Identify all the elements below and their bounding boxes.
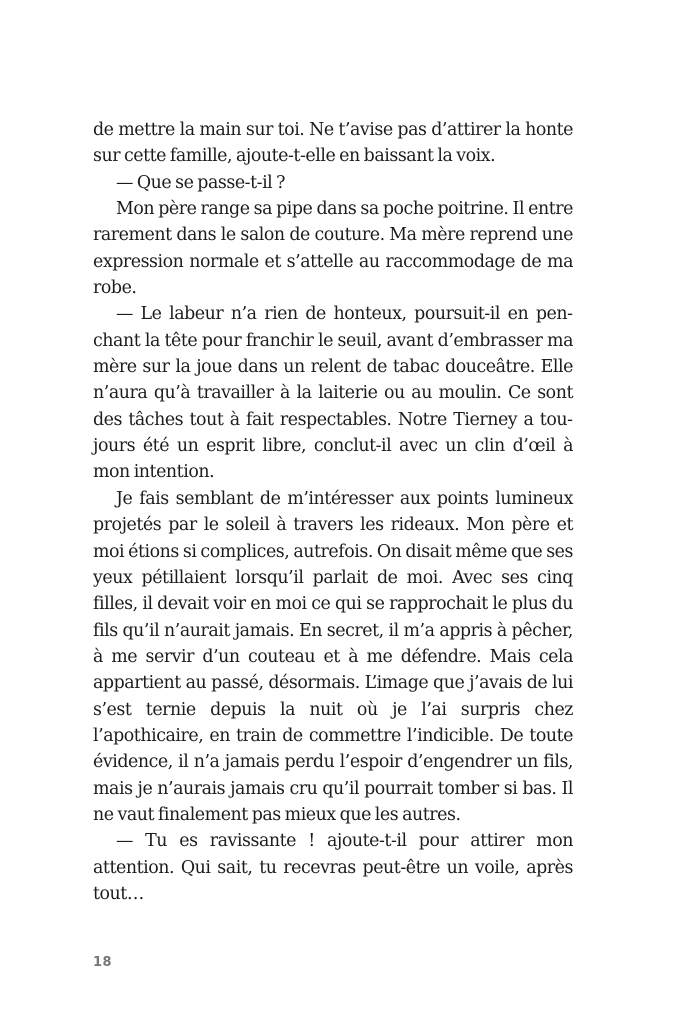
paragraph-continuation: de mettre la main sur toi. Ne t’avise pas d’attirer la honte sur cette famille, ajoute-t-elle en baissant la voix. (93, 120, 573, 167)
body-text (93, 117, 573, 907)
paragraph-dialogue-question: — Que se passe-t-il ? (116, 172, 286, 193)
paragraph-narration-father: Je fais semblant de m’intéresser aux points lumineux projetés par le soleil à travers les rideaux. Mon père et moi étions si complices, autrefois. On disait même que ses yeux pétillaient lorsqu’il parlait de moi. Avec ses cinq filles, il devait voir en moi ce qui se rapprochait le plus du fils qu’il n’aurait jamais. En secret, il m’a appris à pêcher, à me servir d’un couteau et à me défendre. Mais cela appartient au passé, désormais. L’image que j’avais de lui s’est ternie depuis la nuit où je l’ai surpris chez l’apothicaire, en train de commettre l’indicible. De toute évidence, il n’a jamais perdu l’espoir d’engendrer un fils, mais je n’aurais jamais cru qu’il pourrait tomber si bas. Il ne vaut finalement pas mieux que les autres. (93, 488, 573, 825)
paragraph-dialogue-labeur: — Le labeur n’a rien de honteux, poursuit-il en penchant la tête pour franchir le seuil, avant d’embrasser ma mère sur la joue dans un relent de tabac douceâtre. Elle n’aura qu’à travailler à la laiterie ou au moulin. Ce sont des tâches tout à fait respectables. Notre Tierney a toujours été un esprit libre, conclut-il avec un clin d’œil à mon intention. (93, 304, 573, 483)
page-number: 18 (93, 955, 113, 970)
paragraph-father-pipe: Mon père range sa pipe dans sa poche poitrine. Il entre rarement dans le salon de couture. Ma mère reprend une expression normale et s’attelle au raccommodage de ma robe. (93, 199, 573, 299)
paragraph-dialogue-ravissante: — Tu es ravissante ! ajoute-t-il pour attirer mon attention. Qui sait, tu recevras peut-être un voile, après tout… (93, 831, 573, 904)
